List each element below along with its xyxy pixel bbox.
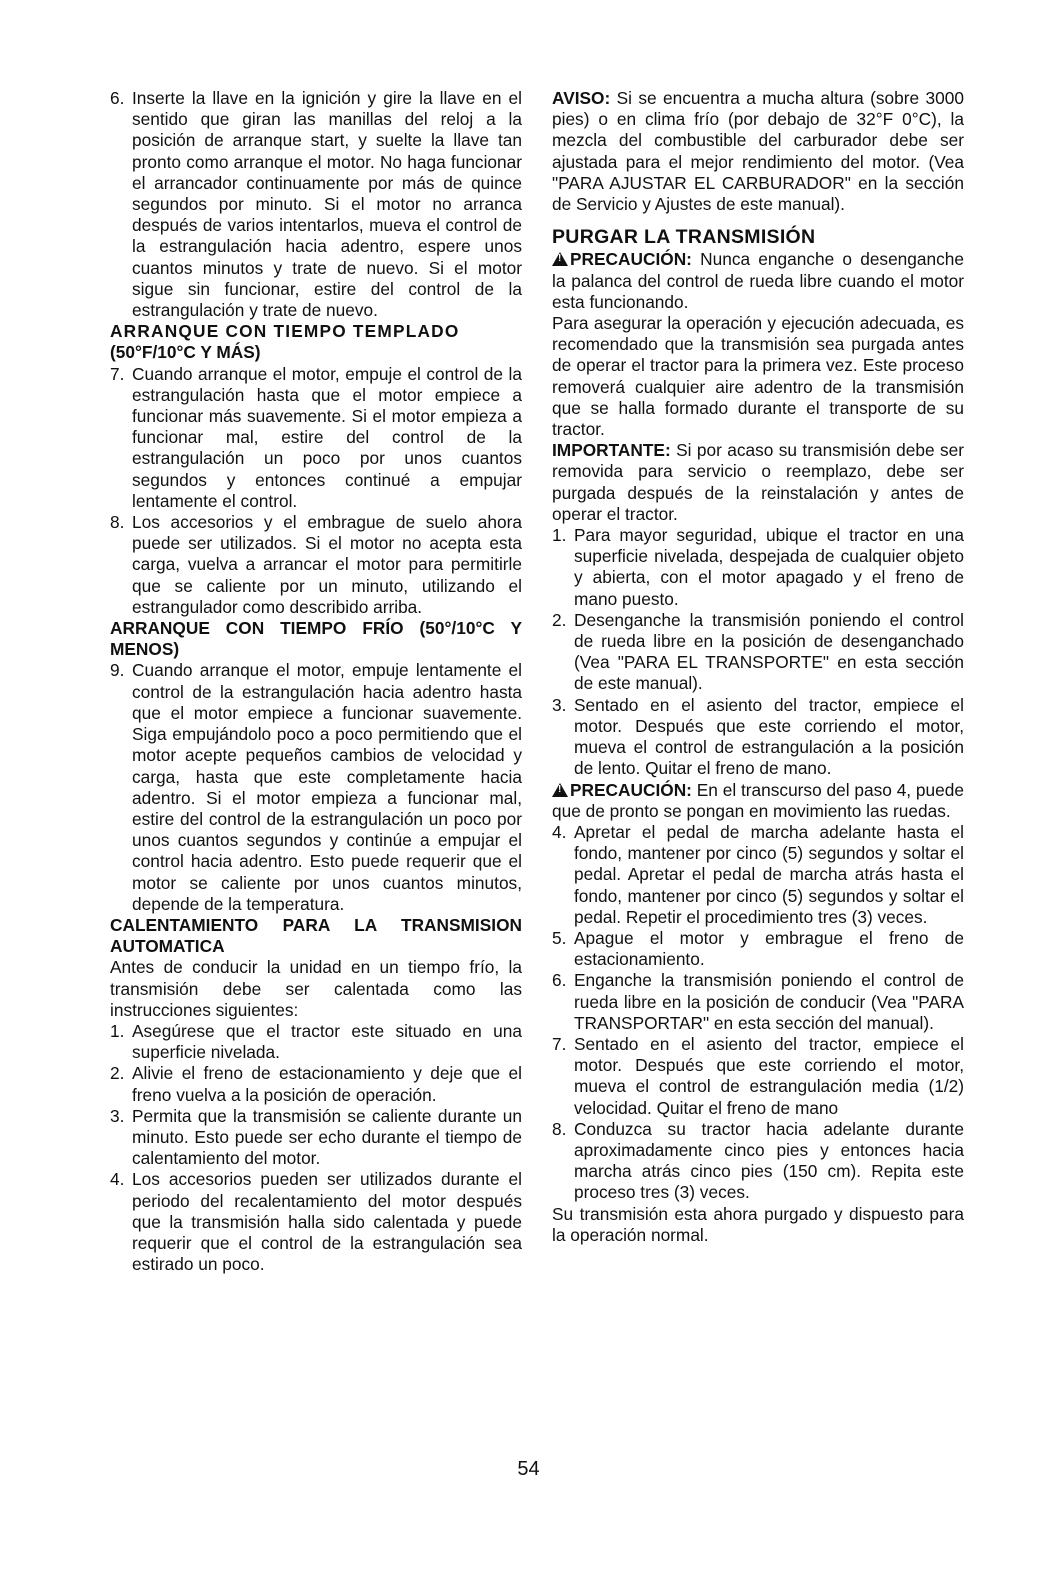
list-item	[552, 1034, 964, 1119]
list-item	[110, 512, 522, 618]
important-text: Si por acaso su transmisión debe ser removida para servicio o reemplazo, debe ser purgada después de la reinstalación y antes de operar el tractor.	[552, 440, 964, 524]
item-text: Permita que la transmisión se caliente durante un minuto. Esto puede ser echo durante el tiempo de calentamiento del motor.	[132, 1105, 522, 1169]
notice-paragraph	[552, 88, 964, 215]
notice-label: AVISO:	[552, 88, 611, 108]
item-number: 4.	[552, 821, 567, 842]
page-number: 54	[517, 1458, 540, 1480]
notice-text: Si se encuentra a mucha altura (sobre 3000 pies) o en clima frío (por debajo de 32°F 0°C), la mezcla del combustible del carburador debe ser ajustada para el mejor rendimiento del motor. (Vea "PARA AJUSTAR EL CARBURADOR" en la sección de Servicio y Ajustes de este manual).	[552, 88, 964, 215]
item-text: Apretar el pedal de marcha adelante hasta el fondo, mantener por cinco (5) segundos y soltar el pedal. Apretar el pedal de marcha atrás hasta el fondo, mantener por cinco (5) segundos y soltar el pedal. Repetir el procedimiento tres (3) veces.	[574, 821, 964, 927]
item-number: 5.	[552, 927, 567, 948]
heading-transmission-warmup: CALENTAMIENTO PARA LA TRANSMISION AUTOMATICA	[110, 914, 522, 957]
item-text: Los accesorios pueden ser utilizados durante el periodo del recalentamiento del motor después que la transmisión halla sido calentada y puede requerir que el control de la estrangulación sea estirado un poco.	[132, 1169, 522, 1275]
important-label: IMPORTANTE:	[552, 440, 671, 461]
item-text: Desenganche la transmisión poniendo el control de rueda libre en la posición de desenganchado (Vea "PARA EL TRANSPORTE" en esta sección de este manual).	[574, 609, 964, 694]
item-text: Alivie el freno de estacionamiento y deje que el freno vuelva a la posición de operación.	[132, 1063, 522, 1105]
item-number: 2.	[552, 609, 567, 630]
item-text: Cuando arranque el motor, empuje el control de la estrangulación hasta que el motor empiece a funcionar más suavemente. Si el motor empieza a funcionar mal, estire del control de la estrangulación un poco por unos cuantos segundos y entonces continué a empujar lentamente el control.	[132, 363, 522, 511]
item-text: Cuando arranque el motor, empuje lentamente el control de la estrangulación hacia adentro hasta que el motor empiece a funcionar suavemente. Siga empujándolo poco a poco permitiendo que el motor acepte pequeños cambios de velocidad y carga, hasta que este completamente hacia adentro. Si el motor empieza a funcionar mal, estire del control de la estrangulación un poco por unos cuantos segundos y continúe a empujar el control hacia adentro. Esto puede requerir que el motor se caliente por unos cuantos minutos, depende de la temperatura.	[132, 660, 522, 914]
caution-paragraph	[552, 249, 964, 313]
item-number: 1.	[552, 525, 567, 546]
item-number: 7.	[110, 363, 125, 384]
right-column	[552, 88, 964, 1246]
heading-warm-weather: ARRANQUE CON TIEMPO TEMPLADO	[110, 321, 460, 342]
list-item	[110, 660, 522, 914]
list-item	[552, 525, 964, 610]
list-item	[110, 1021, 522, 1063]
item-number: 1.	[110, 1020, 125, 1041]
item-number: 6.	[552, 970, 567, 991]
list-item	[552, 610, 964, 695]
item-number: 4.	[110, 1169, 125, 1190]
list-item	[552, 1119, 964, 1204]
heading-purge-transmission: PURGAR LA TRANSMISIÓN	[552, 226, 816, 249]
left-column	[110, 88, 522, 1275]
list-item	[552, 822, 964, 928]
item-number: 3.	[552, 694, 567, 715]
warning-icon	[552, 783, 568, 797]
item-text: Para mayor seguridad, ubique el tractor en una superficie nivelada, despejada de cualquier objeto y abierta, con el motor apagado y el freno de mano puesto.	[574, 525, 964, 609]
item-number: 8.	[552, 1118, 567, 1139]
list-item	[552, 928, 964, 970]
item-text: Sentado en el asiento del tractor, empiece el motor. Después que este corriendo el motor, mueva el control de estrangulación media (1/2) velocidad. Quitar el freno de mano	[574, 1033, 964, 1118]
warning-icon	[552, 252, 568, 266]
list-item	[110, 1063, 522, 1105]
caution-text: Nunca enganche o desenganche la palanca del control de rueda libre cuando el motor esta funcionando.	[552, 249, 964, 312]
item-number: 8.	[110, 512, 125, 533]
caution-paragraph	[552, 780, 964, 822]
list-item	[110, 364, 522, 512]
list-item	[110, 1106, 522, 1170]
important-paragraph	[552, 440, 964, 525]
list-item	[552, 970, 964, 1034]
list-item	[110, 88, 522, 321]
caution-text: En el transcurso del paso 4, puede que de pronto se pongan en movimiento las ruedas.	[552, 779, 964, 821]
item-text: Inserte la llave en la ignición y gire la llave en el sentido que giran las manillas del reloj a la posición de arranque start, y suelte la llave tan pronto como arranque el motor. No haga funcionar el arrancador continuamente por más de quince segundos por minuto. Si el motor no arranca después de varios intentarlos, mueva el control de la estrangulación hacia adentro, espere unos cuantos minutos y trate de nuevo. Si el motor sigue sin funcionar, estire del control de la estrangulación y trate de nuevo.	[132, 88, 522, 321]
caution-label: PRECAUCIÓN:	[570, 249, 692, 270]
heading-cold-weather: ARRANQUE CON TIEMPO FRÍO (50°/10°C Y MENOS)	[110, 618, 522, 660]
item-number: 6.	[110, 88, 125, 108]
item-number: 9.	[110, 660, 125, 681]
item-text: Asegúrese que el tractor este situado en una superficie nivelada.	[132, 1020, 522, 1063]
list-item	[110, 1169, 522, 1275]
item-number: 3.	[110, 1105, 125, 1126]
closing-paragraph: Su transmisión esta ahora purgado y dispuesto para la operación normal.	[552, 1203, 964, 1245]
caution-label: PRECAUCIÓN:	[570, 779, 692, 800]
item-text: Los accesorios y el embrague de suelo ahora puede ser utilizados. Si el motor no acepta esta carga, vuelva a arrancar el motor para permitirle que se caliente por un minuto, utilizando el estrangulador como describido arriba.	[132, 512, 522, 617]
item-number: 2.	[110, 1063, 125, 1084]
item-text: Sentado en el asiento del tractor, empiece el motor. Después que este corriendo el motor, mueva el control de estrangulación a la posición de lento. Quitar el freno de mano.	[574, 694, 964, 779]
item-text: Conduzca su tractor hacia adelante durante aproximadamente cinco pies y entonces hacia marcha atrás cinco pies (150 cm). Repita este proceso tres (3) veces.	[574, 1118, 964, 1203]
warmup-intro: Antes de conducir la unidad en un tiempo frío, la transmisión debe ser calentada como las instrucciones siguientes:	[110, 957, 522, 1020]
list-item	[552, 695, 964, 780]
item-text: Apague el motor y embrague el freno de estacionamiento.	[574, 927, 964, 970]
item-text: Enganche la transmisión poniendo el control de rueda libre en la posición de conducir (Vea "PARA TRANSPORTAR" en esta sección del manual).	[574, 970, 964, 1033]
heading-warm-weather-temp: (50°F/10°C Y MÁS)	[110, 342, 261, 363]
purge-intro: Para asegurar la operación y ejecución adecuada, es recomendado que la transmisión sea purgada antes de operar el tractor para la primera vez. Este proceso removerá cualquier aire adentro de la transmisión que se halla formado durante el transporte de su tractor.	[552, 313, 964, 440]
item-number: 7.	[552, 1033, 567, 1054]
